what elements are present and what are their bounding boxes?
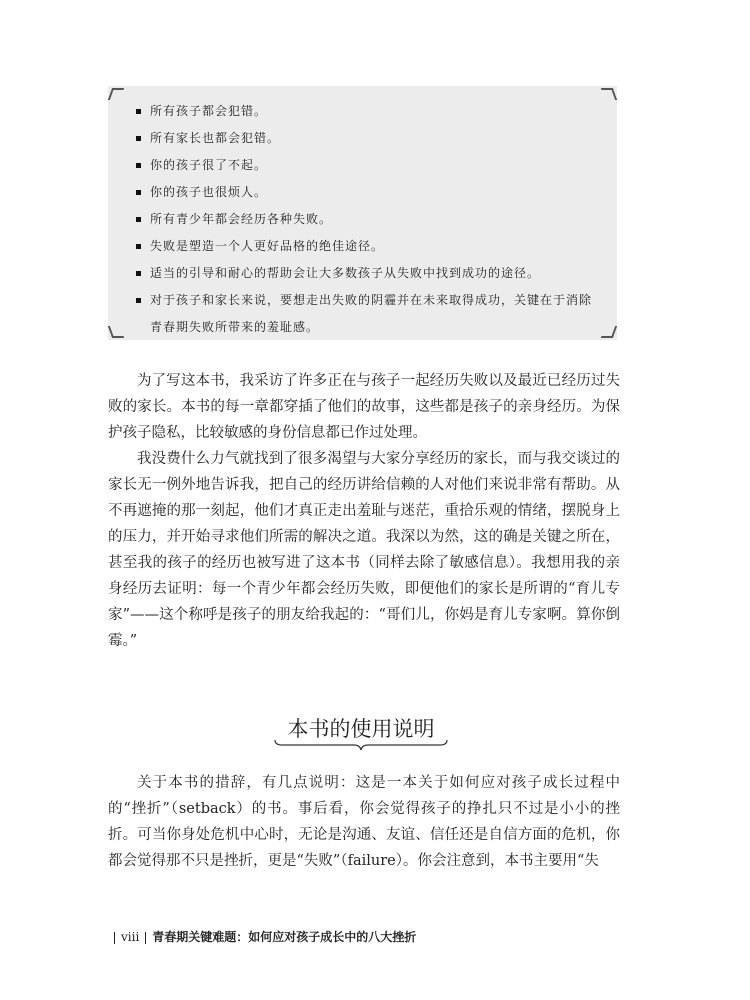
callout-item: 所有孩子都会犯错。 <box>134 98 599 125</box>
body-paragraph: 我没费什么力气就找到了很多渴望与大家分享经历的家长，而与我交谈过的家长无一例外地告诉我，把自己的经历讲给信赖的人对他们来说非常有帮助。从不再遮掩的那一刻起，他们才真正走出羞耻与迷茫，重拾乐观的情绪，摆脱身上的压力，并开始寻求他们所需的解决之道。我深以为然，这的确是关键之所在，甚至我的孩子的经历也被写进了这本书（同样去除了敏感信息）。我想用我的亲身经历去证明：每一个青少年都会经历失败，即便他们的家长是所谓的“育儿专家”——这个称呼是孩子的朋友给我起的：“哥们儿，你妈是育儿专家啊。算你倒霉。” <box>108 451 620 649</box>
book-title: 青春期关键难题：如何应对孩子成长中的八大挫折 <box>152 930 417 944</box>
corner-ornament <box>601 88 617 100</box>
callout-item: 对于孩子和家长来说，要想走出失败的阴霾并在未来取得成功，关键在于消除青春期失败所带来的羞耻感。 <box>134 287 599 341</box>
callout-item: 所有青少年都会经历各种失败。 <box>134 206 599 233</box>
corner-ornament <box>601 326 617 338</box>
callout-box <box>108 86 617 340</box>
body-paragraph: 关于本书的措辞，有几点说明：这是一本关于如何应对孩子成长过程中的“挫折”（setback）的书。事后看，你会觉得孩子的挣扎只不过是小小的挫折。可当你身处危机中心时，无论是沟通、友谊、信任还是自信方面的危机，你都会觉得那不只是挫折，更是“失败”（failure）。你会注意到，本书主要用“失 <box>108 775 620 869</box>
section-heading <box>274 713 448 743</box>
body-text-section-2 <box>108 770 620 874</box>
callout-list <box>134 98 599 341</box>
body-paragraph: 为了写这本书，我采访了许多正在与孩子一起经历失败以及最近已经历过失败的家长。本书的每一章都穿插了他们的故事，这些都是孩子的亲身经历。为保护孩子隐私，比较敏感的身份信息都已作过处理。 <box>108 373 620 441</box>
corner-ornament <box>108 88 124 100</box>
callout-item: 你的孩子很了不起。 <box>134 152 599 179</box>
footer-divider <box>114 932 115 944</box>
page-number: viii <box>121 930 140 944</box>
callout-item: 所有家长也都会犯错。 <box>134 125 599 152</box>
page-footer <box>108 928 416 945</box>
corner-ornament <box>108 326 124 338</box>
body-text-section-1 <box>108 368 620 654</box>
callout-item: 失败是塑造一个人更好品格的绝佳途径。 <box>134 233 599 260</box>
footer-divider <box>145 932 146 944</box>
section-heading-text: 本书的使用说明 <box>287 717 435 741</box>
callout-item: 适当的引导和耐心的帮助会让大多数孩子从失败中找到成功的途径。 <box>134 260 599 287</box>
callout-item: 你的孩子也很烦人。 <box>134 179 599 206</box>
heading-underline-bracket <box>274 739 448 751</box>
